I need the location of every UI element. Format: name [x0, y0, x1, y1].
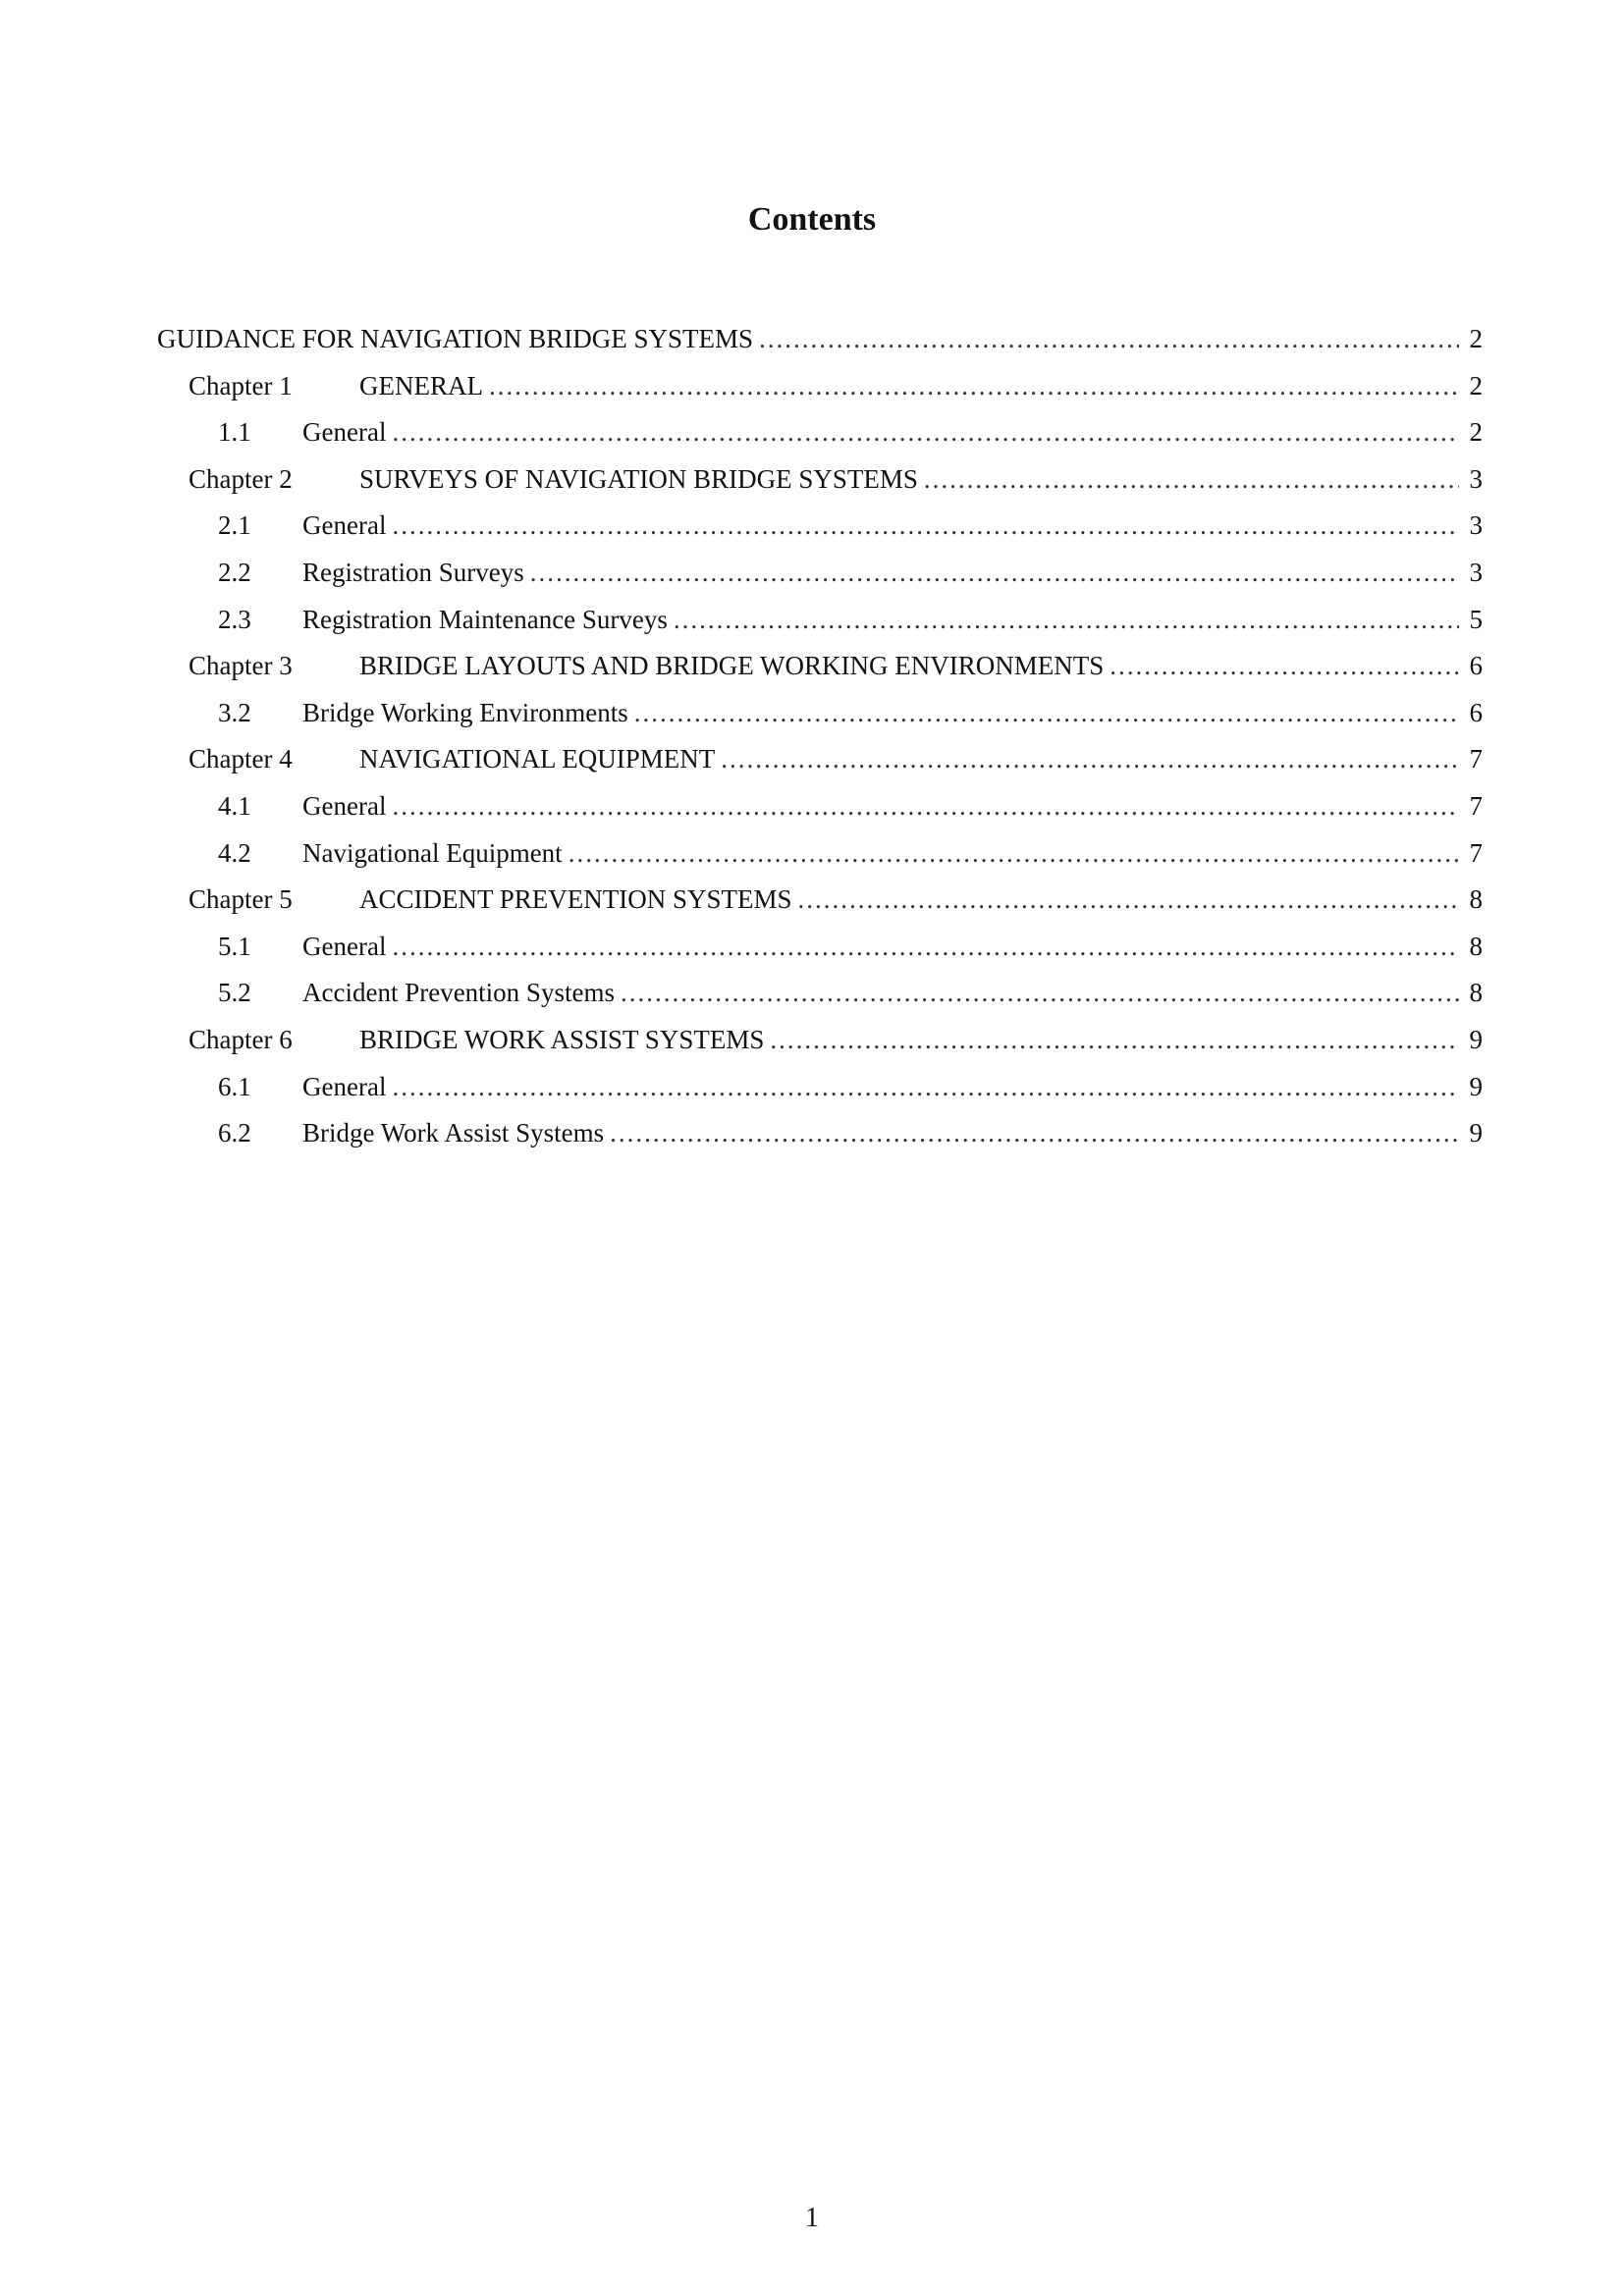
- toc-entry-page: 7: [1469, 790, 1483, 821]
- toc-entry-number: 2.1: [218, 510, 251, 541]
- toc-entry-text: Accident Prevention Systems: [302, 978, 615, 1008]
- toc-entry-section-6-2[interactable]: [157, 1110, 1483, 1157]
- dot-leader: [489, 363, 1459, 410]
- toc-entry-number: 6.2: [218, 1118, 251, 1148]
- toc-entry-text: General: [302, 417, 387, 448]
- toc-entry-number: 1.1: [218, 417, 251, 448]
- toc-entry-page: 9: [1469, 1024, 1483, 1054]
- toc-entry-text: NAVIGATIONAL EQUIPMENT: [359, 744, 716, 774]
- dot-leader: [674, 597, 1459, 644]
- toc-entry-page: 3: [1469, 463, 1483, 494]
- dot-leader: [392, 924, 1459, 971]
- toc-entry-section-6-1[interactable]: [157, 1064, 1483, 1111]
- toc-entry-number: Chapter 1: [189, 370, 293, 400]
- toc-entry-text: General: [302, 931, 387, 961]
- toc-entry-page: 8: [1469, 931, 1483, 961]
- toc-entry-page: 7: [1469, 837, 1483, 868]
- toc-entry-text: GUIDANCE FOR NAVIGATION BRIDGE SYSTEMS: [157, 324, 754, 353]
- dot-leader: [610, 1110, 1459, 1157]
- dot-leader: [392, 783, 1459, 830]
- toc-entry-section-1-1[interactable]: [157, 409, 1483, 456]
- toc-entry-chapter-6[interactable]: [157, 1017, 1483, 1064]
- toc-entry-page: 9: [1469, 1118, 1483, 1148]
- toc-entry-page: 8: [1469, 978, 1483, 1008]
- toc-entry-number: 2.3: [218, 604, 251, 634]
- toc-entry-section-2-1[interactable]: [157, 503, 1483, 550]
- toc-entry-text: SURVEYS OF NAVIGATION BRIDGE SYSTEMS: [359, 463, 918, 494]
- toc-entry-text: General: [302, 1071, 387, 1101]
- toc-entry-text: Registration Surveys: [302, 557, 524, 587]
- dot-leader: [759, 316, 1459, 363]
- toc-entry-page: 6: [1469, 697, 1483, 727]
- toc-entry-chapter-3[interactable]: [157, 643, 1483, 690]
- toc-entry-text: GENERAL: [359, 370, 483, 400]
- dot-leader: [721, 736, 1459, 783]
- toc-entry-section-3-2[interactable]: [157, 690, 1483, 737]
- toc-entry-text: BRIDGE LAYOUTS AND BRIDGE WORKING ENVIRONMENTS: [359, 651, 1105, 681]
- table-of-contents: [157, 316, 1483, 1157]
- toc-entry-number: 5.2: [218, 978, 251, 1008]
- toc-entry-page: 3: [1469, 557, 1483, 587]
- dot-leader: [634, 690, 1459, 737]
- toc-entry-text: ACCIDENT PREVENTION SYSTEMS: [359, 884, 792, 915]
- toc-entry-text: Registration Maintenance Surveys: [302, 604, 668, 634]
- page-title: Contents: [747, 201, 877, 238]
- toc-entry-text: Bridge Work Assist Systems: [302, 1118, 605, 1148]
- toc-entry-page: 3: [1469, 510, 1483, 541]
- dot-leader: [798, 877, 1459, 924]
- toc-entry-page: 7: [1469, 744, 1483, 774]
- toc-entry-number: 5.1: [218, 931, 251, 961]
- toc-entry-number: 4.2: [218, 837, 251, 868]
- toc-entry-page: 8: [1469, 884, 1483, 915]
- toc-entry-chapter-5[interactable]: [157, 877, 1483, 924]
- toc-entry-number: 2.2: [218, 557, 251, 587]
- toc-entry-page: 6: [1469, 651, 1483, 681]
- toc-entry-section-5-2[interactable]: [157, 970, 1483, 1017]
- toc-entry-number: Chapter 3: [189, 651, 293, 681]
- toc-entry-page: 2: [1469, 417, 1483, 448]
- toc-entry-text: BRIDGE WORK ASSIST SYSTEMS: [359, 1024, 765, 1054]
- dot-leader: [770, 1017, 1459, 1064]
- toc-entry-section-4-1[interactable]: [157, 783, 1483, 830]
- toc-entry-text: Bridge Working Environments: [302, 697, 628, 727]
- toc-entry-number: Chapter 5: [189, 884, 293, 915]
- toc-entry-number: 3.2: [218, 697, 251, 727]
- dot-leader: [621, 970, 1459, 1017]
- toc-entry-page: 9: [1469, 1071, 1483, 1101]
- toc-entry-text: General: [302, 510, 387, 541]
- dot-leader: [924, 456, 1459, 504]
- toc-entry-number: Chapter 4: [189, 744, 293, 774]
- toc-entry-page: 2: [1469, 324, 1483, 353]
- toc-entry-number: Chapter 6: [189, 1024, 293, 1054]
- toc-entry-number: 4.1: [218, 790, 251, 821]
- toc-entry-chapter-1[interactable]: [157, 363, 1483, 410]
- toc-entry-page: 5: [1469, 604, 1483, 634]
- dot-leader: [392, 1064, 1459, 1111]
- toc-entry-text: General: [302, 790, 387, 821]
- toc-entry-number: Chapter 2: [189, 463, 293, 494]
- toc-entry-section-2-3[interactable]: [157, 597, 1483, 644]
- toc-entry-section-5-1[interactable]: [157, 924, 1483, 971]
- toc-entry-chapter-4[interactable]: [157, 736, 1483, 783]
- toc-entry-section-4-2[interactable]: [157, 830, 1483, 878]
- dot-leader: [1110, 643, 1459, 690]
- toc-entry-text: Navigational Equipment: [302, 837, 563, 868]
- page-number: 1: [805, 2203, 819, 2233]
- dot-leader: [568, 830, 1459, 878]
- toc-entry-page: 2: [1469, 370, 1483, 400]
- dot-leader: [530, 550, 1459, 597]
- toc-entry-number: 6.1: [218, 1071, 251, 1101]
- dot-leader: [392, 503, 1459, 550]
- toc-entry-chapter-2[interactable]: [157, 456, 1483, 504]
- toc-entry-guidance[interactable]: [157, 316, 1483, 363]
- toc-entry-section-2-2[interactable]: [157, 550, 1483, 597]
- dot-leader: [392, 409, 1459, 456]
